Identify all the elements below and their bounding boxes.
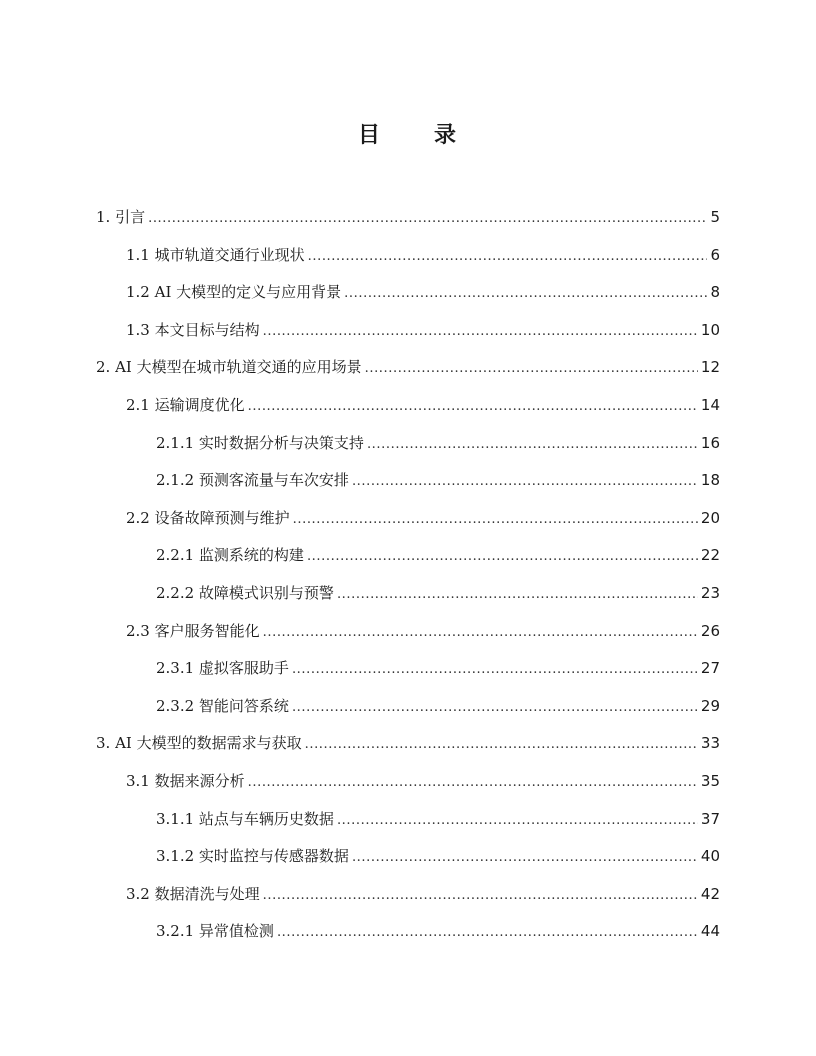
toc-entry[interactable] — [156, 574, 720, 612]
toc-entry-label: 1.3 本文目标与结构 — [126, 320, 260, 339]
title-char-2: 录 — [434, 123, 459, 148]
toc-entry-label: 2.1 运输调度优化 — [126, 396, 245, 414]
toc-dot-leader — [352, 461, 698, 499]
toc-dot-leader — [248, 386, 698, 424]
toc-dot-leader — [263, 311, 698, 349]
toc-entry-label: 3. AI 大模型的数据需求与获取 — [96, 734, 302, 753]
toc-page-number: 12 — [700, 358, 720, 377]
toc-entry[interactable] — [156, 649, 720, 687]
toc-dot-leader — [263, 875, 698, 913]
toc-page-number: 44 — [700, 922, 720, 941]
toc-entry-label: 3.2 数据清洗与处理 — [126, 884, 260, 903]
toc-page-number: 33 — [700, 734, 720, 753]
toc-entry[interactable] — [96, 348, 720, 386]
toc-page-number: 5 — [710, 208, 720, 226]
toc-page-number: 29 — [700, 696, 720, 715]
toc-entry-label: 2. AI 大模型在城市轨道交通的应用场景 — [96, 358, 362, 377]
toc-dot-leader — [263, 612, 698, 650]
toc-entry[interactable] — [126, 612, 720, 650]
toc-entry[interactable] — [126, 386, 720, 424]
toc-entry-label: 2.1.2 预测客流量与车次安排 — [156, 471, 349, 490]
toc-entry-label: 1. 引言 — [96, 208, 146, 226]
title-char-1: 目 — [357, 123, 382, 148]
toc-entry-label: 1.1 城市轨道交通行业现状 — [126, 245, 305, 264]
toc-entry-label: 2.2 设备故障预测与维护 — [126, 508, 290, 527]
toc-dot-leader — [365, 348, 698, 386]
toc-entry-label: 3.1 数据来源分析 — [126, 772, 245, 790]
toc-page-number: 22 — [700, 546, 720, 565]
toc-page-number: 20 — [700, 508, 720, 527]
toc-page-number: 10 — [700, 320, 720, 339]
toc-entry-label: 2.3 客户服务智能化 — [126, 621, 260, 640]
toc-entry-label: 3.2.1 异常值检测 — [156, 922, 274, 941]
toc-page-number: 18 — [700, 471, 720, 490]
toc-entry[interactable] — [126, 762, 720, 800]
toc-dot-leader — [248, 762, 698, 800]
toc-dot-leader — [352, 837, 698, 875]
toc-page-number: 35 — [700, 772, 720, 790]
toc-entry-label: 2.2.1 监测系统的构建 — [156, 546, 304, 565]
toc-dot-leader — [344, 273, 707, 311]
toc-page-number: 8 — [710, 283, 720, 302]
toc-entry[interactable] — [156, 687, 720, 725]
toc-entry-label: 2.3.1 虚拟客服助手 — [156, 659, 289, 678]
toc-page-number: 37 — [700, 809, 720, 828]
toc-entry[interactable] — [126, 236, 720, 274]
toc-entry[interactable] — [156, 536, 720, 574]
page-title — [0, 118, 816, 149]
toc-entry[interactable] — [156, 837, 720, 875]
toc-page-number: 26 — [700, 621, 720, 640]
toc-dot-leader — [293, 499, 698, 537]
toc-entry-label: 2.3.2 智能问答系统 — [156, 696, 289, 715]
toc-dot-leader — [148, 198, 707, 236]
toc-page-number: 6 — [710, 245, 720, 264]
toc-entry[interactable] — [96, 724, 720, 762]
toc-dot-leader — [308, 236, 708, 274]
toc-entry-label: 3.1.2 实时监控与传感器数据 — [156, 847, 349, 866]
toc-page-number: 23 — [700, 584, 720, 602]
toc-entry[interactable] — [126, 273, 720, 311]
toc-entry[interactable] — [126, 311, 720, 349]
toc-dot-leader — [307, 536, 698, 574]
toc-page-number: 42 — [700, 884, 720, 903]
toc-page-number: 14 — [700, 396, 720, 414]
toc-dot-leader — [337, 574, 698, 612]
toc-entry[interactable] — [126, 875, 720, 913]
toc-page-number: 16 — [700, 433, 720, 452]
toc-entry[interactable] — [156, 424, 720, 462]
toc-entry-label: 2.2.2 故障模式识别与预警 — [156, 584, 334, 602]
toc-dot-leader — [337, 800, 698, 838]
toc-entry[interactable] — [96, 198, 720, 236]
toc-entry[interactable] — [156, 461, 720, 499]
toc-entry[interactable] — [126, 499, 720, 537]
toc-dot-leader — [367, 424, 698, 462]
toc-entry[interactable] — [156, 912, 720, 950]
toc-entry[interactable] — [156, 800, 720, 838]
toc-entry-label: 3.1.1 站点与车辆历史数据 — [156, 809, 334, 828]
toc-dot-leader — [305, 724, 698, 762]
toc-dot-leader — [292, 649, 698, 687]
toc-entry-label: 2.1.1 实时数据分析与决策支持 — [156, 433, 364, 452]
toc-entry-label: 1.2 AI 大模型的定义与应用背景 — [126, 283, 342, 302]
toc-dot-leader — [277, 912, 698, 950]
toc-page-number: 40 — [700, 847, 720, 866]
toc-dot-leader — [292, 687, 698, 725]
toc-page-number: 27 — [700, 659, 720, 678]
